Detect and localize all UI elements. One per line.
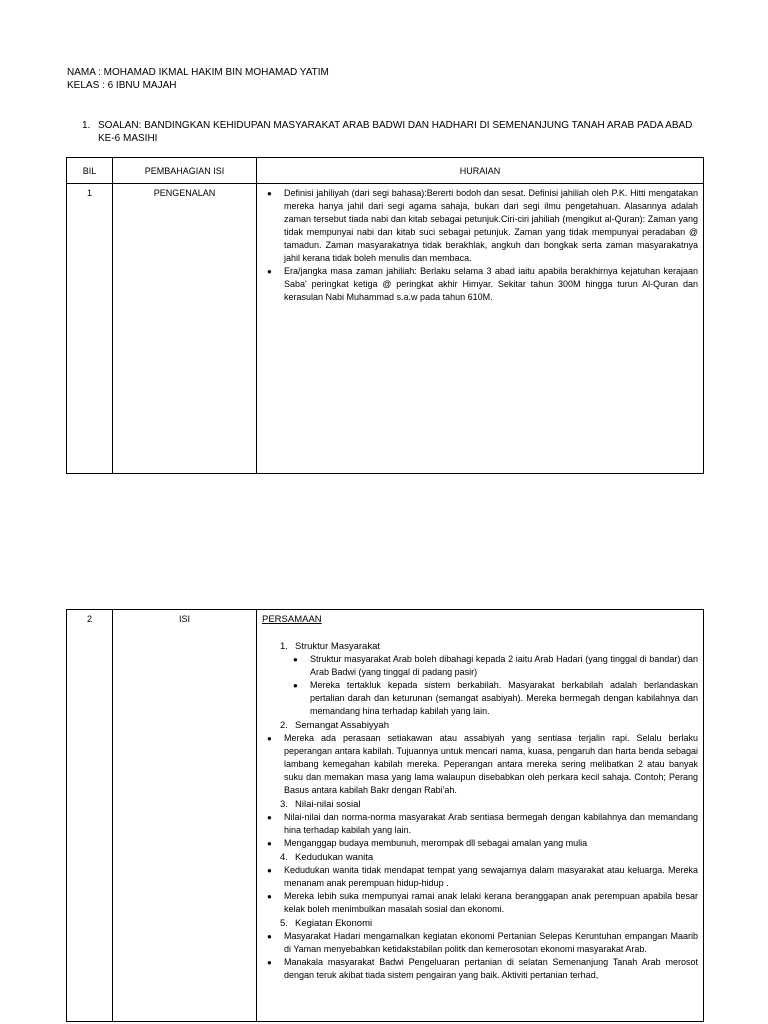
header-pembahagian-isi: PEMBAHAGIAN ISI — [113, 158, 257, 184]
list-item: ● Manakala masyarakat Badwi Pengeluaran pertanian di selatan Semenanjung Tanah Arab merosot dengan teruk akibat tiada sistem pengairan yang baik. Aktiviti pertanian terhad, — [284, 956, 698, 982]
numbered-item: 1. Struktur Masyarakat — [280, 641, 380, 652]
table-header-row — [67, 158, 704, 184]
list-item: ● Era/jangka masa zaman jahiliah: Berlaku selama 3 abad iaitu apabila berakhirnya kejatuhan kerajaan Saba' peringkat ketiga @ peringkat akhir Himyar. Sekitar tahun 300M hingga turun Al-Quran dan kerasulan Nabi Muhammad s.a.w pada tahun 610M. — [284, 265, 698, 304]
student-class: KELAS : 6 IBNU MAJAH — [67, 80, 177, 91]
content-table-2 — [66, 609, 704, 1022]
table-row — [67, 184, 704, 474]
row-number: 1 — [67, 184, 113, 474]
list-item: ● Masyarakat Hadari mengamalkan kegiatan ekonomi Pertanian Selepas Keruntuhan empangan Maarib di Yaman menyebabkan ketidakstabilan politk dan kemerosotan ekonomi masyarakat Arab. — [284, 930, 698, 956]
row-number: 2 — [67, 610, 113, 1022]
list-item: ● Nilai-nilai dan norma-norma masyarakat Arab sentiasa bermegah dengan kabilahnya dan memandang hina terhadap kabilah yang lain. — [284, 811, 698, 837]
bullet-list — [262, 930, 698, 982]
table-row — [67, 610, 704, 1022]
list-item: ● Mereka tertakluk kepada sistem berkabilah. Masyarakat berkabilah adalah berlandaskan pertalian darah dan keturunan (semangat asabiyah). Mereka bermegah dengan kabilahnya dan memandang hina terhadap kabilah yang lain. — [310, 679, 698, 718]
row-section: PENGENALAN — [113, 184, 257, 474]
numbered-item: 4. Kedudukan wanita — [280, 852, 374, 863]
list-item: ● Menganggap budaya membunuh, merompak dll sebagai amalan yang mulia — [284, 837, 698, 850]
question-number: 1. — [82, 120, 91, 131]
numbered-item: 2. Semangat Assabiyyah — [280, 720, 390, 731]
numbered-item: 5. Kegiatan Ekonomi — [280, 918, 373, 929]
row-huraian — [257, 184, 704, 474]
question-text: SOALAN: BANDINGKAN KEHIDUPAN MASYARAKAT ARAB BADWI DAN HADHARI DI SEMENANJUNG TANAH ARAB PADA ABAD KE-6 MASIHI — [98, 120, 693, 144]
bullet-list — [262, 653, 698, 718]
row-section: ISI — [113, 610, 257, 1022]
list-item: ● Mereka lebih suka mempunyai ramai anak lelaki kerana beranggapan anak perempuan apabila besar kelak boleh menimbulkan masalah sosial dan ekonomi. — [284, 890, 698, 916]
header-huraian: HURAIAN — [257, 158, 704, 184]
list-item: ● Mereka ada perasaan setiakawan atau assabiyah yang sentiasa terjalin rapi. Selalu berlaku peperangan antara kabilah. Tujuannya untuk mencari nama, kuasa, pengaruh dan harta benda sebagai lambang kemegahan kabilah mereka. Peperangan antara mereka sering melibatkan 2 atau banyak suku dan memakan masa yang lama walaupun disebabkan oleh perkara kecil sahaja. Contoh; Perang Basus antara kabilah Bakr dengan Rabi'ah. — [284, 732, 698, 797]
list-item: ● Definisi jahiliyah (dari segi bahasa):Bererti bodoh dan sesat. Definisi jahiliah oleh P.K. Hitti mengatakan mereka hanya jahil dari segi agama sahaja, bukan dari segi ilmu pengetahuan. Alasannya adalah zaman tersebut tiada nabi dan kitab sebagai petunjuk.Ciri-ciri jahiliah (mengikut al-Quran): Zaman yang tidak mempunyai nabi dan kitab suci sebagai petunjuk. Zaman yang tidak mempunyai peradaban @ tamadun. Zaman masyarakatnya tidak berakhlak, angkuh dan bongkak serta zaman masyarakatnya jahil kerana tidak boleh menulis dan membaca. — [284, 187, 698, 265]
numbered-item: 3. Nilai-nilai sosial — [280, 799, 361, 810]
bullet-list — [262, 187, 698, 304]
row-huraian — [257, 610, 704, 1022]
bullet-list — [262, 732, 698, 797]
header-bil: BIL — [67, 158, 113, 184]
content-table-1 — [66, 157, 704, 474]
list-item: ● Struktur masyarakat Arab boleh dibahagi kepada 2 iaitu Arab Hadari (yang tinggal di bandar) dan Arab Badwi (yang tinggal di padang pasir) — [310, 653, 698, 679]
bullet-list — [262, 811, 698, 850]
list-item: ● Kedudukan wanita tidak mendapat tempat yang sewajarnya dalam masyarakat atau keluarga. Mereka menanam anak perempuan hidup-hidup . — [284, 864, 698, 890]
bullet-list — [262, 864, 698, 916]
student-name: NAMA : MOHAMAD IKMAL HAKIM BIN MOHAMAD YATIM — [67, 67, 329, 78]
section-heading: PERSAMAAN — [262, 614, 322, 625]
